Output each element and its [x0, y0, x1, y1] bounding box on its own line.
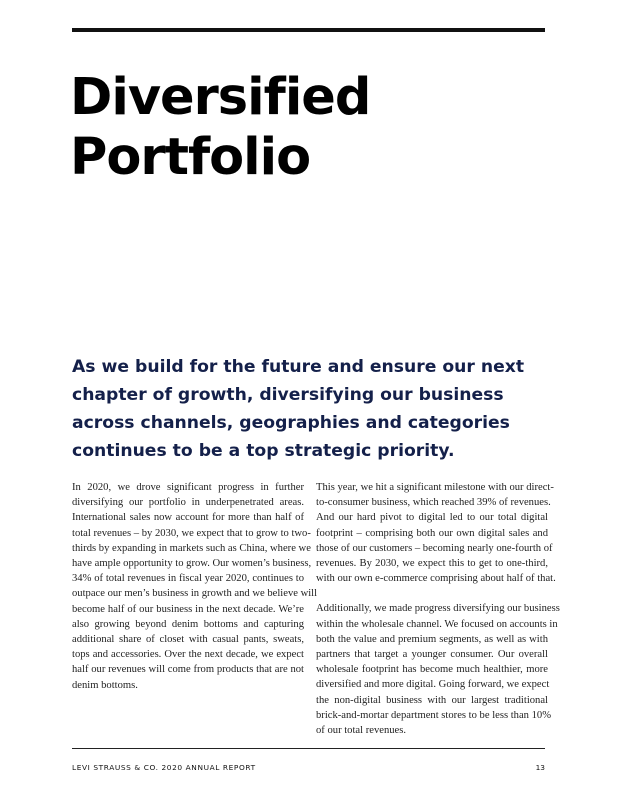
top-rule: [72, 28, 545, 32]
body-line: the non-digital business with our largest traditional: [316, 694, 548, 706]
body-line: denim bottoms.: [72, 679, 138, 691]
page-title: [70, 68, 370, 188]
right-text-column: [316, 480, 560, 753]
lead-statement-line: chapter of growth, diversifying our business: [72, 385, 504, 405]
body-line: of our total revenues.: [316, 725, 407, 737]
body-line: 34% of total revenues in fiscal year 2020, continues to: [72, 573, 304, 585]
body-line: also growing beyond denim bottoms and capturing: [72, 618, 304, 630]
body-line: additional share of closet with casual pants, sweats,: [72, 634, 304, 646]
body-line: have ample opportunity to grow. Our women’s business,: [72, 558, 312, 570]
body-line: footprint – comprising both our own digital sales and: [316, 527, 548, 539]
body-line: This year, we hit a significant milestone with our direct-: [316, 482, 554, 493]
lead-statement-line: continues to be a top strategic priority.: [72, 441, 455, 461]
body-paragraph: [316, 601, 560, 738]
footer-report-name: LEVI STRAUSS & CO. 2020 ANNUAL REPORT: [72, 763, 256, 772]
body-line: half our revenues will come from products that are not: [72, 664, 304, 676]
body-line: In 2020, we drove significant progress in further: [72, 482, 304, 493]
body-line: outpace our men’s business in growth and we believe will: [72, 588, 318, 600]
body-line: total revenues – by 2030, we expect that to grow to two-: [72, 527, 311, 539]
body-line: revenues. By 2030, we expect this to get to one-third,: [316, 558, 548, 570]
body-line: with our own e-commerce comprising about half of that.: [316, 573, 556, 585]
lead-statement: [72, 353, 552, 465]
body-line: Additionally, we made progress diversifying our business: [316, 603, 560, 615]
body-line: partners that target a younger consumer. Our overall: [316, 649, 548, 661]
lead-statement-line: across channels, geographies and categories: [72, 413, 510, 433]
body-line: diversifying our portfolio in underpenetrated areas.: [72, 497, 304, 509]
body-line: those of our customers – becoming nearly one-fourth of: [316, 542, 553, 554]
body-line: diversified and more digital. Going forward, we expect: [316, 679, 550, 691]
page-title-line: Diversified: [70, 68, 371, 127]
left-text-column: [72, 480, 318, 708]
page-title-line: Portfolio: [70, 128, 311, 187]
body-line: brick-and-mortar department stores to be less than 10%: [316, 709, 552, 721]
body-line: within the wholesale channel. We focused on accounts in: [316, 618, 558, 630]
body-paragraph: [72, 480, 318, 693]
body-line: become half of our business in the next decade. We’re: [72, 603, 304, 615]
page-number: 13: [535, 763, 545, 772]
body-line: both the value and premium segments, as well as with: [316, 633, 548, 645]
footer-rule: [72, 748, 545, 749]
body-line: thirds by expanding in markets such as China, where we: [72, 542, 311, 554]
body-line: International sales now account for more than half of: [72, 512, 304, 524]
body-line: And our hard pivot to digital led to our total digital: [316, 512, 548, 524]
body-line: to-consumer business, which reached 39% of revenues.: [316, 497, 551, 509]
body-paragraph: [316, 480, 556, 586]
lead-statement-line: As we build for the future and ensure our next: [72, 357, 525, 377]
body-line: tops and accessories. Over the next decade, we expect: [72, 649, 304, 661]
body-line: wholesale footprint has become much healthier, more: [316, 664, 548, 676]
